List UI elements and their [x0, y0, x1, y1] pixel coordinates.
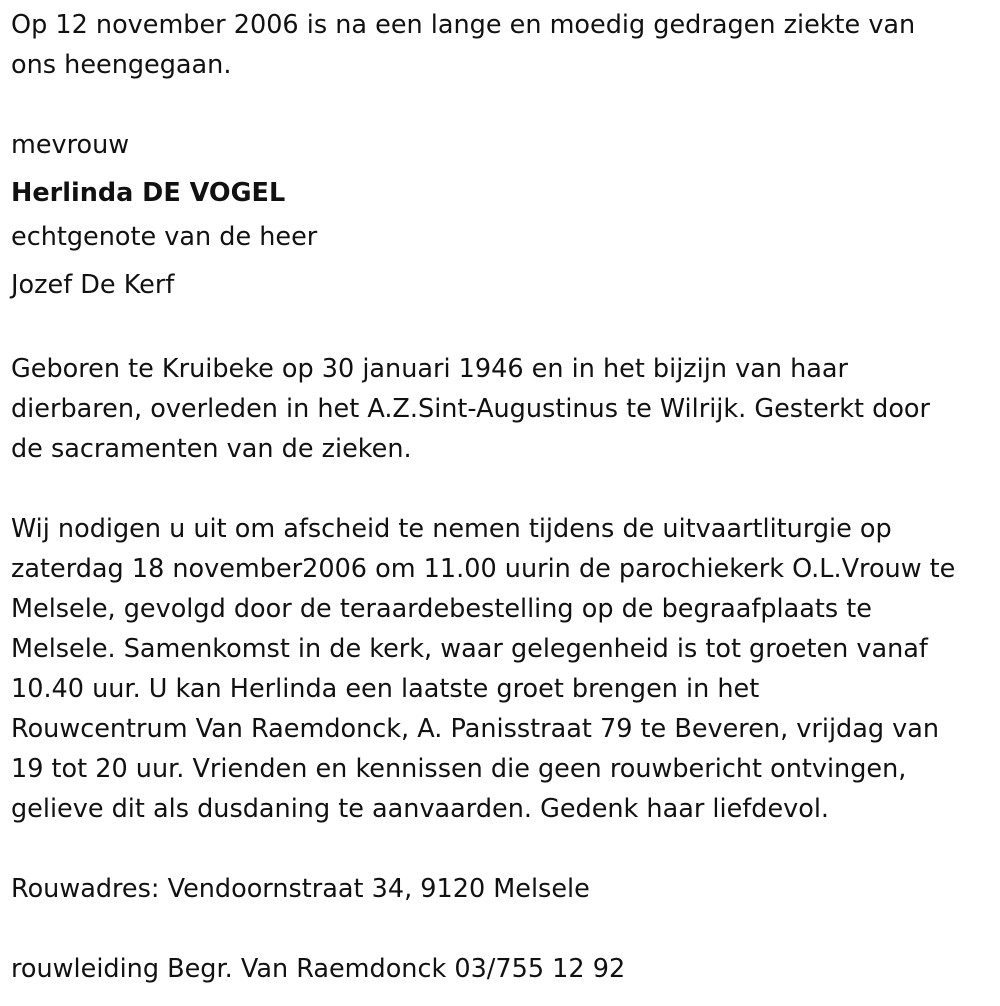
birth-line: dierbaren, overleden in het A.Z.Sint-Augustinus te Wilrijk. Gesterkt door	[11, 394, 931, 424]
intro-line: ons heengegaan.	[11, 50, 232, 80]
funeral-line: gelieve dit als dusdaning te aanvaarden. Gedenk haar liefdevol.	[11, 794, 830, 824]
intro-line: Op 12 november 2006 is na een lange en moedig gedragen ziekte van	[11, 10, 916, 40]
funeral-director: rouwleiding Begr. Van Raemdonck 03/755 12 92	[11, 954, 626, 984]
funeral-line: Melsele, gevolgd door de teraardebestelling op de begraafplaats te	[11, 594, 872, 624]
spacer	[11, 829, 996, 869]
spacer	[11, 309, 996, 349]
relation-text: echtgenote van de heer	[11, 222, 318, 252]
funeral-line: zaterdag 18 november2006 om 11.00 uurin de parochiekerk O.L.Vrouw te	[11, 554, 956, 584]
birth-line: Geboren te Kruibeke op 30 januari 1946 en in het bijzijn van haar	[11, 354, 848, 384]
funeral-line: Wij nodigen u uit om afscheid te nemen tijdens de uitvaartliturgie op	[11, 514, 892, 544]
mourning-address: Rouwadres: Vendoornstraat 34, 9120 Melsele	[11, 874, 590, 904]
honorific: mevrouw	[11, 130, 130, 160]
person-block	[11, 125, 996, 309]
funeral-line: Rouwcentrum Van Raemdonck, A. Panisstraat 79 te Beveren, vrijdag van	[11, 714, 940, 744]
intro-paragraph	[11, 5, 996, 85]
funeral-line: Melsele. Samenkomst in de kerk, waar gelegenheid is tot groeten vanaf	[11, 634, 928, 664]
spacer	[11, 469, 996, 509]
funeral-paragraph	[11, 509, 996, 829]
obituary-document	[11, 5, 996, 989]
birth-line: de sacramenten van de zieken.	[11, 434, 412, 464]
spacer	[11, 909, 996, 949]
funeral-line: 19 tot 20 uur. Vrienden en kennissen die geen rouwbericht ontvingen,	[11, 754, 907, 784]
deceased-name: Herlinda DE VOGEL	[11, 178, 286, 208]
funeral-line: 10.40 uur. U kan Herlinda een laatste groet brengen in het	[11, 674, 760, 704]
spacer	[11, 85, 996, 125]
spouse-name: Jozef De Kerf	[11, 270, 175, 300]
birth-paragraph	[11, 349, 996, 469]
